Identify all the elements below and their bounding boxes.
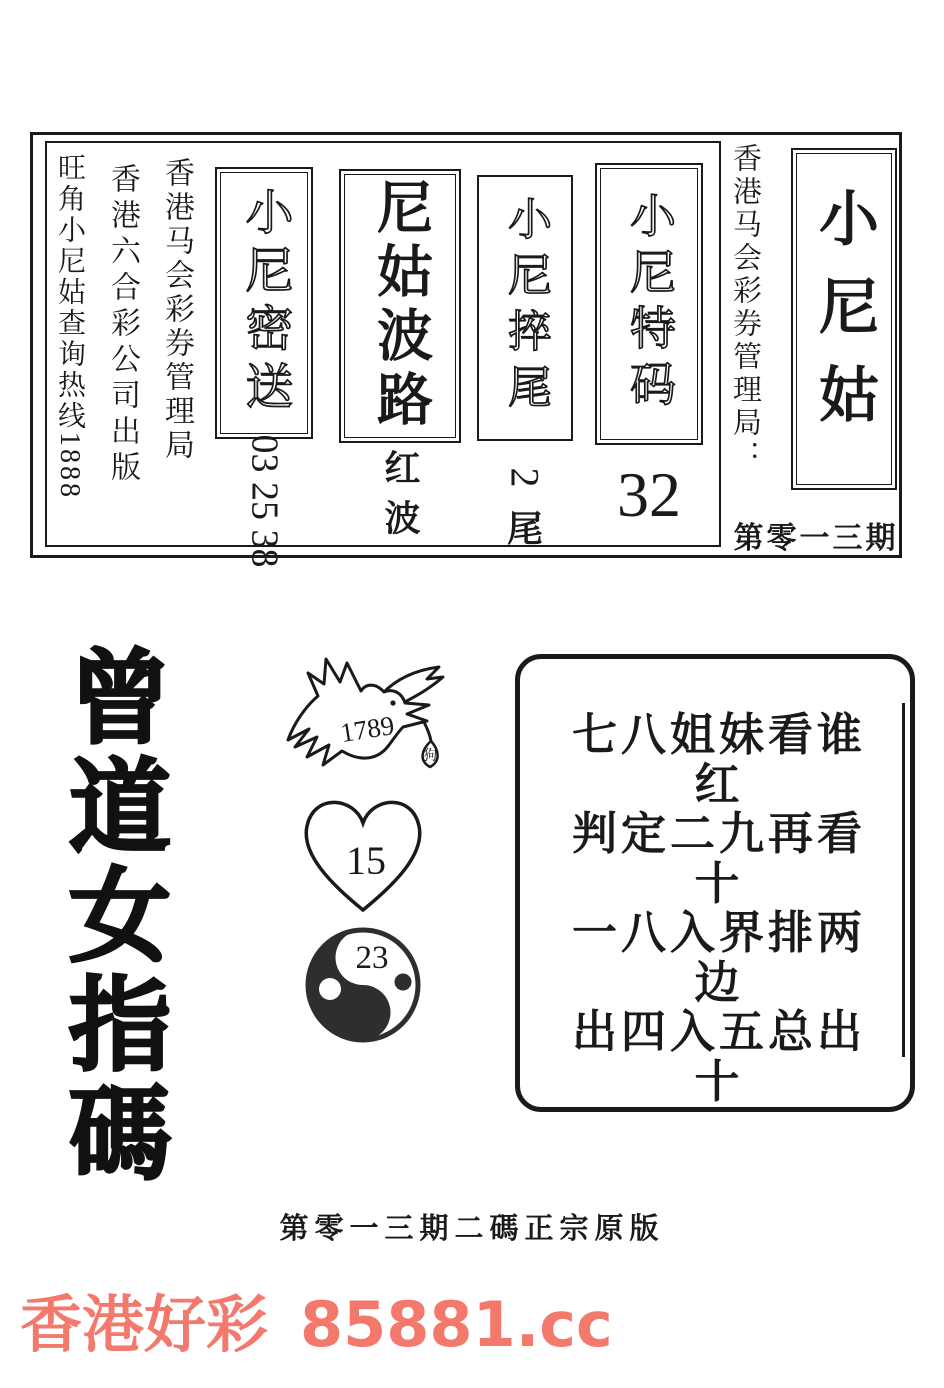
taiji-dark-dot [395, 974, 412, 991]
dove-number: 1789 [338, 710, 397, 749]
taiji-number: 23 [355, 940, 389, 976]
heart-icon [296, 790, 430, 918]
panel-mimi-numbers [215, 434, 313, 568]
publisher-column: 香港六合彩公司出版 [106, 163, 139, 487]
bottom-caption: 第零一三期二碼正宗原版 [279, 1213, 665, 1245]
tail-digit: 2 [502, 467, 548, 488]
panel-bolu-result [339, 449, 461, 549]
authority-column: 香港马会彩券管理局 [160, 157, 193, 463]
verse-line-4: 出四入五总出十 [571, 1007, 866, 1107]
masthead-inner-box [45, 141, 721, 568]
panel-tema-number [595, 455, 703, 535]
authority-note-column: 香港马会彩券管理局： [729, 143, 761, 473]
panel-zuowei-result [477, 455, 573, 551]
pendant-string [424, 722, 431, 741]
panel-zuowei-title: 小尼捽尾 [501, 196, 550, 420]
panel-mimi-numbers-text: 03 25 38 [243, 434, 285, 568]
dove-eye [390, 700, 395, 705]
panel-zuowei-box [477, 175, 573, 441]
panel-mimi-box [215, 167, 313, 439]
verse-line-1: 七八姐妹看谁红 [571, 710, 866, 810]
issue-number: 第零一三期 [733, 522, 899, 555]
verse-line-2: 判定二九再看十 [571, 809, 866, 909]
brand-vertical-title: 曾道女指碼 [52, 644, 171, 1189]
tail-char: 尾 [506, 509, 543, 549]
masthead-title: 小尼姑 [811, 187, 877, 451]
dove-icon [276, 646, 452, 796]
panel-mimi-title: 小尼密送 [238, 187, 291, 419]
panel-tema-box [595, 163, 703, 445]
heart-number: 15 [346, 838, 386, 883]
special-number: 32 [617, 459, 681, 530]
hotline-column: 旺角小尼姑查询热线1888 [54, 153, 85, 500]
footer-watermark [20, 1288, 613, 1361]
zodiac-tag-label: 狗 [423, 749, 437, 764]
panel-bolu-title: 尼姑波路 [369, 178, 431, 434]
verse-box [515, 654, 915, 1112]
verse-line-3: 一八入界排两边 [571, 908, 866, 1008]
masthead-title-box [791, 148, 897, 490]
taiji-white-dot [319, 978, 341, 1000]
yinyang-icon [300, 926, 426, 1044]
masthead-outer-box [30, 132, 902, 568]
footer-site-name: 香港好彩 [20, 1288, 269, 1361]
panel-tema-title: 小尼特码 [624, 192, 675, 416]
panel-bolu-box [339, 169, 461, 443]
footer-site-domain: 85881.cc [300, 1288, 613, 1361]
red-wave-label: 红波 [380, 449, 420, 549]
